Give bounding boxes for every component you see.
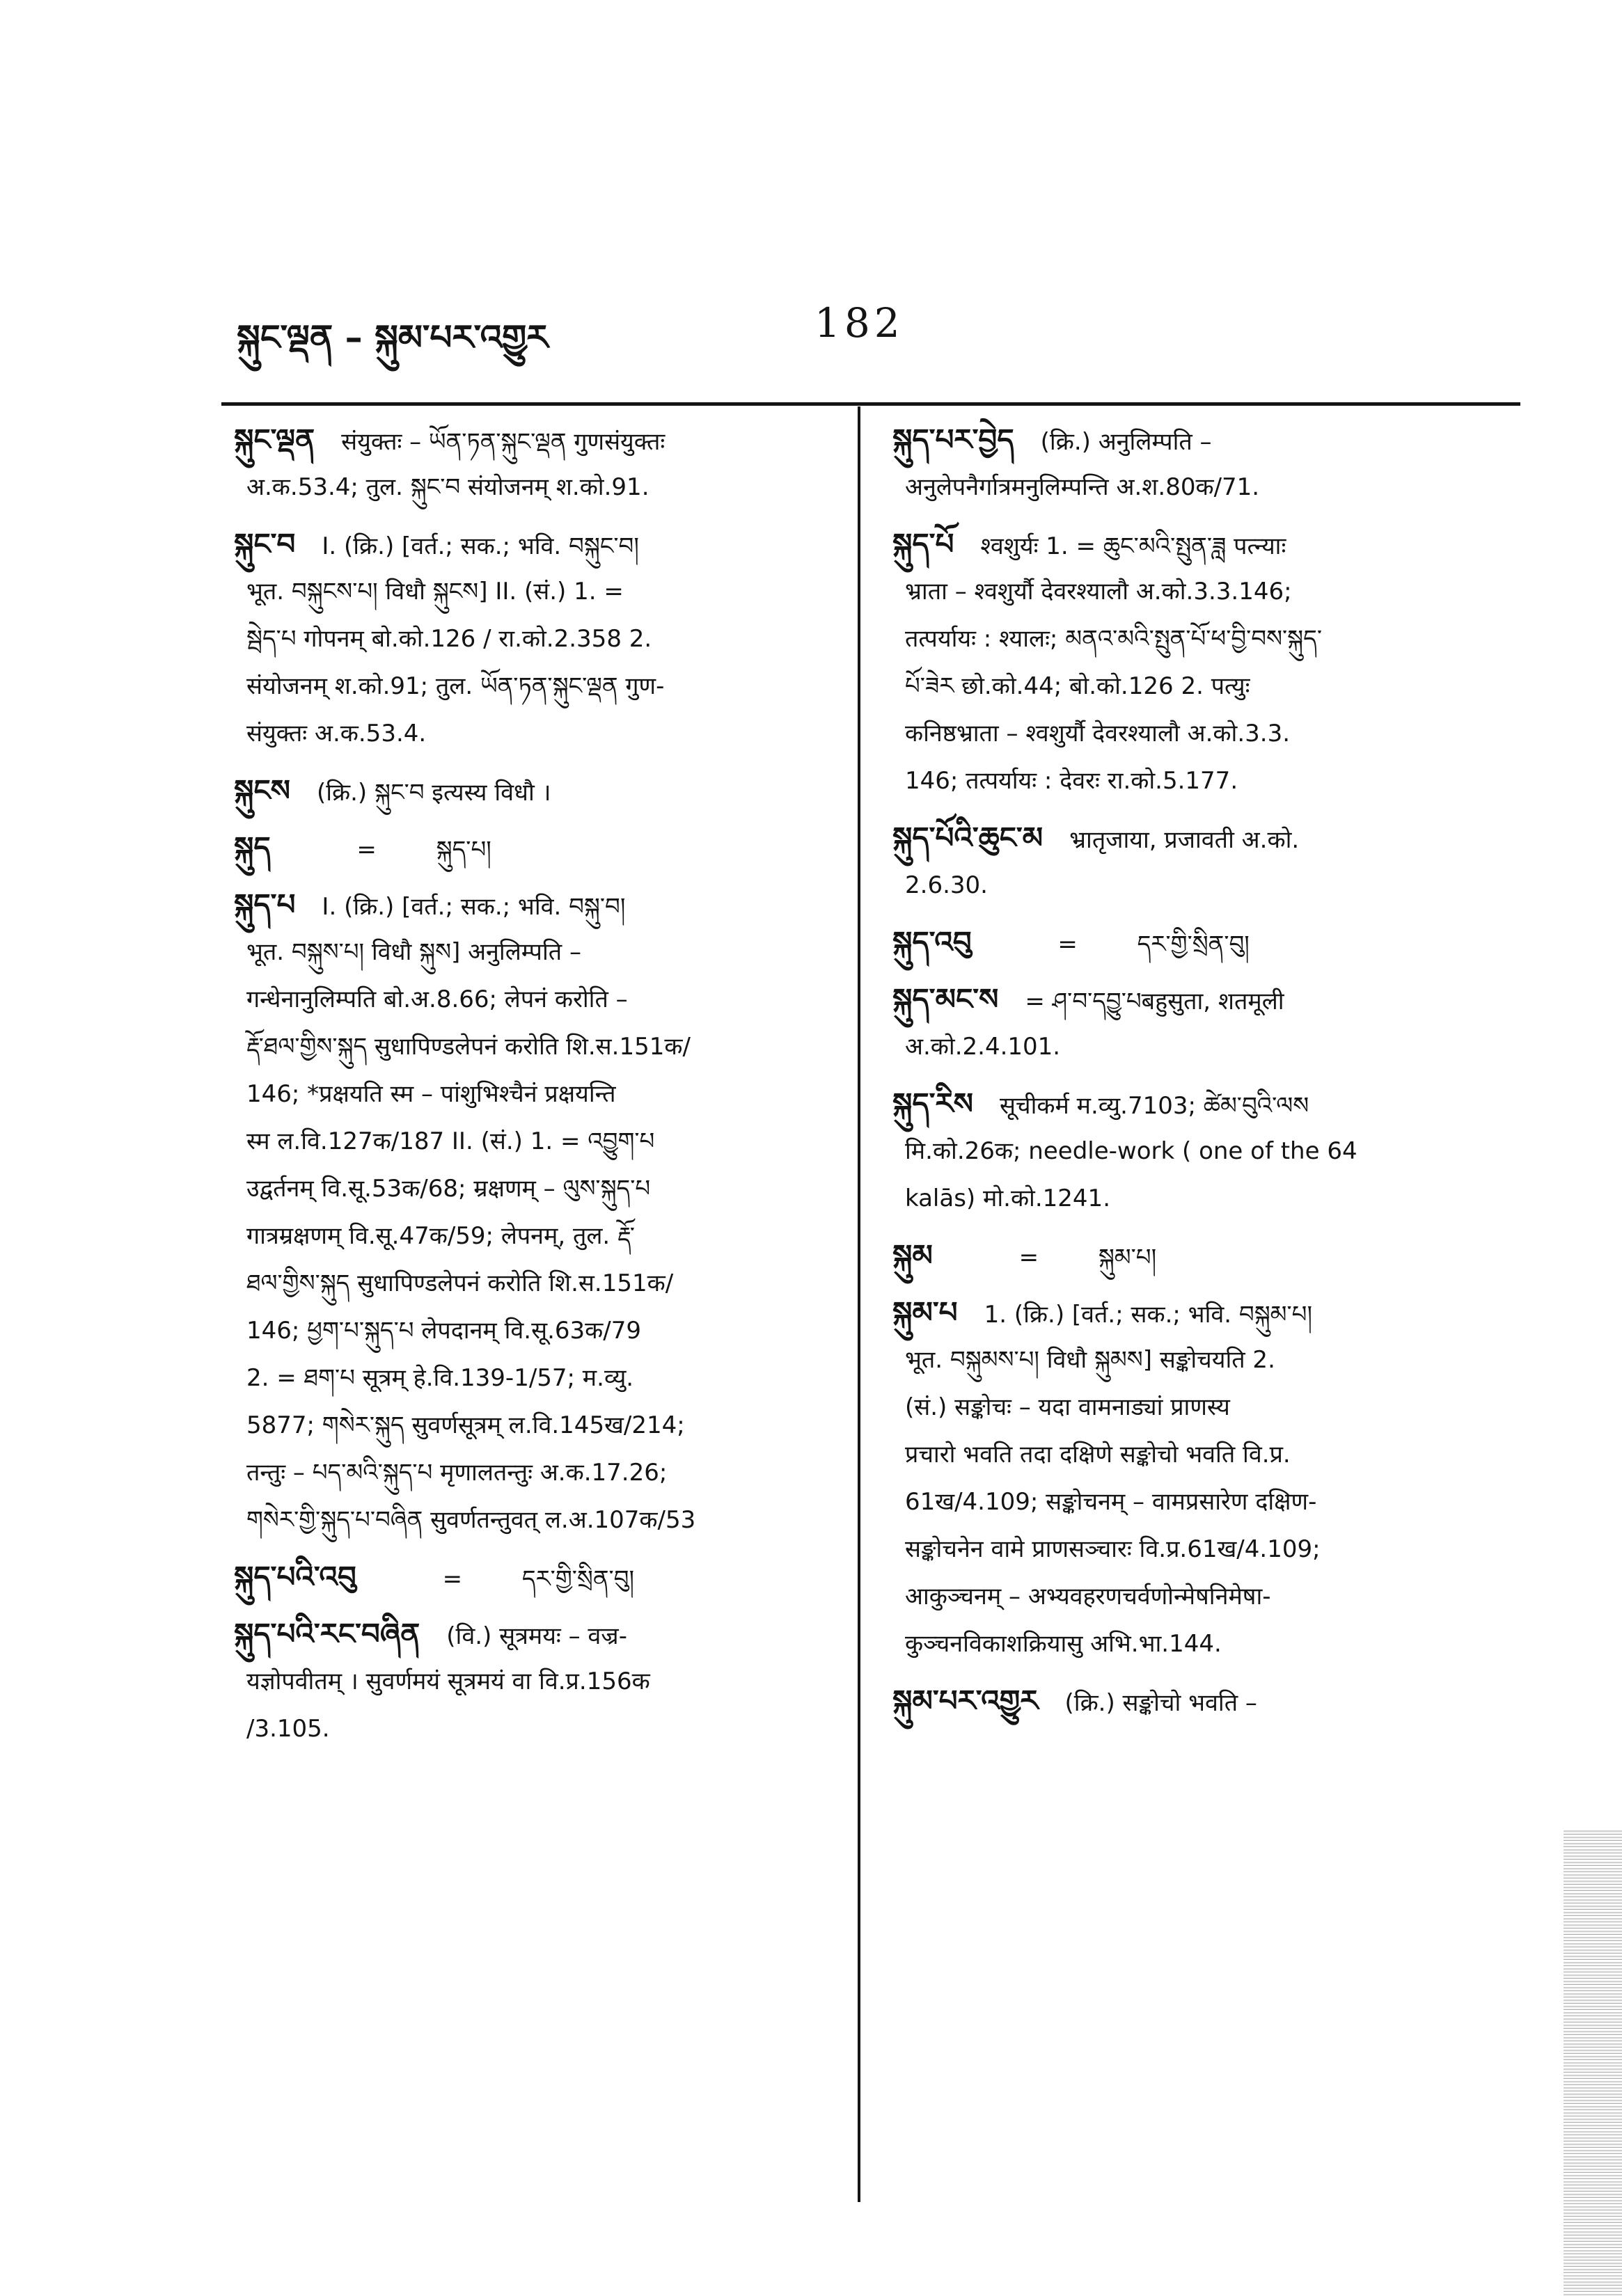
- entry-text: པོ་ཟེར छो.को.44; बो.को.126 2. पत्युः: [905, 672, 1250, 700]
- entry-text: मि.को.26क; needle-work ( one of the 64: [905, 1137, 1357, 1165]
- entry-text: (क्रि.) सङ्कोचो भवति –: [1064, 1689, 1257, 1717]
- dictionary-entry: [892, 1289, 1505, 1668]
- headword: སྐུད་རིས: [892, 1086, 974, 1121]
- entry-line: [234, 1402, 841, 1449]
- headword: སྐུམ: [892, 1238, 933, 1272]
- entry-line: [892, 464, 1505, 511]
- entry-text: तन्तुः – པད་མའི་སྐུད་པ मृणालतन्तुः अ.क.17.26;: [246, 1459, 668, 1487]
- entry-line: [892, 1127, 1505, 1175]
- entry-line: [892, 1384, 1505, 1431]
- headword: སྐུད་པའི་རང་བཞིན: [234, 1617, 420, 1651]
- entry-first-line: [892, 1232, 1505, 1279]
- entry-line: [234, 1354, 841, 1402]
- dictionary-entry: [892, 416, 1505, 511]
- dictionary-entry: [892, 919, 1505, 966]
- entry-line: [234, 976, 841, 1023]
- entry-text: श्वशुर्यः 1. = ཆུང་མའི་སྤུན་ཟླ पत्न्याः: [980, 532, 1286, 560]
- entry-first-line: [892, 416, 1505, 464]
- entry-line: [892, 1431, 1505, 1478]
- entry-line: [234, 1307, 841, 1354]
- entry-text: भ्रातृजाया, प्रजावती अ.को.: [1069, 826, 1300, 854]
- entry-text: अनुलेपनैर्गात्रमनुलिम्पन्ति अ.श.80क/71.: [905, 473, 1260, 501]
- entry-text: बहुसुता, शतमूली: [1141, 988, 1284, 1015]
- headword: སྐུད་པ: [234, 887, 296, 921]
- scan-edge-artifact: [1564, 1830, 1622, 2296]
- entry-first-line: [892, 976, 1505, 1023]
- entry-line: [234, 568, 841, 615]
- entry-text: 146; तत्पर्यायः : देवरः रा.को.5.177.: [905, 767, 1238, 795]
- entry-line: [892, 710, 1505, 757]
- headword: སྐུད་པོའི་ཆུང་མ: [892, 821, 1044, 855]
- entry-first-line: [892, 1289, 1505, 1336]
- entry-text: སྦེད་པ गोपनम् बो.को.126 / रा.को.2.358 2.: [246, 625, 652, 653]
- dictionary-entry: [234, 1610, 841, 1752]
- entry-text: =: [1018, 1244, 1039, 1272]
- dictionary-entry: [234, 881, 841, 1544]
- headword: སྐུད་པའི་འབུ: [234, 1560, 356, 1594]
- entry-first-line: [234, 767, 841, 814]
- entry-text: यज्ञोपवीतम् । सुवर्णमयं सूत्रमयं वा वि.प्र.156क: [246, 1668, 650, 1695]
- entry-text: དར་གྱི་སྲིན་བུ།: [1137, 931, 1250, 958]
- dictionary-entry: [234, 416, 841, 511]
- entry-text: संयुक्तः अ.क.53.4.: [246, 720, 427, 747]
- entry-first-line: [892, 1080, 1505, 1127]
- entry-text: 146; ཕྱག་པ་སྐུད་པ लेपदानम् वि.सू.63क/79: [246, 1317, 641, 1345]
- entry-text: སྐུམ་པ།: [1098, 1244, 1157, 1272]
- dictionary-entry: [892, 1080, 1505, 1222]
- entry-line: [234, 710, 841, 757]
- entry-text: 146; *प्रक्षयति स्म – पांशुभिश्चैनं प्रक्षयन्ति: [246, 1080, 616, 1108]
- entry-text: དར་གྱི་སྲིན་བུ།: [521, 1565, 635, 1593]
- entry-line: [892, 1336, 1505, 1384]
- entry-text: गात्रम्रक्षणम् वि.सू.47क/59; लेपनम्, तुल. རྡོ་: [246, 1222, 635, 1250]
- entry-first-line: [234, 881, 841, 928]
- entry-text: कनिष्ठभ्राता – श्वशुर्यौ देवरश्यालौ अ.को.3.3.: [905, 720, 1291, 747]
- entry-text: = ཤ་བ་དབྱུ་པ: [1025, 988, 1142, 1015]
- dictionary-entry: [234, 1553, 841, 1601]
- headword: སྐུང་ལྡན: [234, 422, 315, 457]
- entry-text: རྡོ་ཐལ་གྱིས་སྐུད सुधापिण्डलेपनं करोति शि.स.151क/: [246, 1033, 691, 1061]
- entry-text: स्म ल.वि.127क/187 II. (सं.) 1. = འབྱུག་པ: [246, 1127, 655, 1155]
- running-header: སྐུང་ལྡན – སྐུམ་པར་འགྱུར: [237, 317, 549, 358]
- dictionary-entry: [234, 767, 841, 814]
- entry-text: 61ख/4.109; सङ्कोचनम् – वामप्रसारेण दक्षिण-: [905, 1488, 1317, 1516]
- entry-line: [234, 1023, 841, 1070]
- entry-text: (क्रि.) अनुलिम्पति –: [1040, 428, 1212, 456]
- entry-line: [892, 1175, 1505, 1222]
- entry-first-line: [234, 521, 841, 568]
- entry-line: [892, 862, 1505, 909]
- entry-text: तत्पर्यायः : श्यालः; མནའ་མའི་སྤུན་པོ་ཕ་བྱི་བས་སྐུད་: [905, 625, 1322, 653]
- entry-line: [892, 568, 1505, 615]
- entry-line: [234, 1165, 841, 1212]
- entry-line: [892, 757, 1505, 805]
- entry-text: སྐུད་པ།: [436, 836, 491, 864]
- entry-text: सङ्कोचनेन वामे प्राणसञ्चारः वि.प्र.61ख/4.109;: [905, 1535, 1321, 1563]
- entry-text: 1. (क्रि.) [वर्त.; सक.; भवि. བསྐུམ་པ།: [984, 1301, 1312, 1329]
- entry-line: [234, 928, 841, 976]
- entry-text: =: [442, 1565, 463, 1593]
- entry-text: ཐལ་གྱིས་སྐུད सुधापिण्डलेपनं करोति शि.स.151क/: [246, 1269, 674, 1297]
- entry-first-line: [892, 521, 1505, 568]
- entry-text: =: [1057, 931, 1078, 958]
- entry-line: [892, 1526, 1505, 1573]
- entry-line: [892, 663, 1505, 710]
- entry-text: सूचीकर्म म.व्यु.7103; ཚེམ་བུའི་ལས: [1000, 1092, 1309, 1120]
- entry-text: (क्रि.) སྐུང་བ इत्यस्य विधौ ।: [316, 779, 551, 807]
- entry-line: [234, 1705, 841, 1752]
- entry-text: 2. = ཐག་པ सूत्रम् हे.वि.139-1/57; म.व्यु.: [246, 1364, 634, 1392]
- dictionary-entry: [892, 521, 1505, 805]
- headword: སྐུད་མང་ས: [892, 982, 999, 1016]
- entry-text: भूत. བསྐུངས་པ། विधौ སྐུངས] II. (सं.) 1. =: [246, 578, 624, 605]
- right-column: [892, 416, 1505, 1734]
- entry-first-line: [892, 919, 1505, 966]
- headword: སྐུམ་པར་འགྱུར: [892, 1684, 1039, 1718]
- entry-line: [892, 1620, 1505, 1668]
- entry-line: [234, 1118, 841, 1165]
- entry-line: [234, 1658, 841, 1705]
- entry-text: प्रचारो भवति तदा दक्षिणे सङ्कोचो भवति वि.प्र.: [905, 1441, 1291, 1468]
- entry-line: [234, 1212, 841, 1260]
- headword: སྐུད་པོ: [892, 527, 954, 561]
- header-rule: [221, 402, 1520, 406]
- dictionary-entry: [892, 1677, 1505, 1725]
- entry-line: [234, 1070, 841, 1118]
- left-column: [234, 416, 841, 1762]
- entry-line: [892, 615, 1505, 663]
- entry-text: kalās) मो.को.1241.: [905, 1185, 1111, 1212]
- entry-text: (सं.) सङ्कोचः – यदा वामनाड्यां प्राणस्य: [905, 1393, 1230, 1421]
- headword: སྐུམ་པ: [892, 1295, 958, 1329]
- entry-text: भ्राता – श्वशुर्यौ देवरश्यालौ अ.को.3.3.146;: [905, 578, 1292, 605]
- entry-text: 2.6.30.: [905, 871, 988, 899]
- headword: སྐུད: [234, 830, 271, 864]
- entry-text: आकुञ्चनम् – अभ्यवहरणचर्वणोन्मेषनिमेषा-: [905, 1583, 1271, 1610]
- entry-text: =: [356, 836, 377, 864]
- entry-line: [234, 1449, 841, 1496]
- dictionary-entry: [892, 814, 1505, 909]
- entry-first-line: [234, 1553, 841, 1601]
- entry-text: 5877; གསེར་སྐུད सुवर्णसूत्रम् ल.वि.145ख/214;: [246, 1411, 685, 1439]
- entry-text: I. (क्रि.) [वर्त.; सक.; भवि. བསྐུ་བ།: [322, 893, 626, 921]
- page-number: 182: [814, 299, 904, 347]
- entry-line: [892, 1478, 1505, 1526]
- entry-text: गन्धेनानुलिम्पति बो.अ.8.66; लेपनं करोति –: [246, 985, 628, 1013]
- entry-text: (वि.) सूत्रमयः – वज्र-: [446, 1622, 627, 1650]
- entry-first-line: [892, 1677, 1505, 1725]
- entry-line: [234, 1260, 841, 1307]
- dictionary-entry: [234, 521, 841, 757]
- entry-text: भूत. བསྐུམས་པ། विधौ སྐུམས] सङ्कोचयति 2.: [905, 1346, 1275, 1374]
- dictionary-entry: [892, 976, 1505, 1070]
- entry-first-line: [234, 1610, 841, 1658]
- entry-line: [234, 1496, 841, 1544]
- headword: སྐུངས: [234, 773, 290, 807]
- entry-first-line: [234, 416, 841, 464]
- column-divider: [858, 406, 860, 2202]
- entry-text: संयुक्तः – ཡོན་ཏན་སྐུང་ལྡན गुणसंयुक्तः: [341, 428, 666, 456]
- dictionary-entry: [892, 1232, 1505, 1279]
- entry-line: [892, 1573, 1505, 1620]
- entry-first-line: [892, 814, 1505, 862]
- dictionary-entry: [234, 824, 841, 871]
- entry-line: [892, 1023, 1505, 1070]
- entry-line: [234, 615, 841, 663]
- headword: སྐུང་བ: [234, 527, 296, 561]
- entry-line: [234, 464, 841, 511]
- entry-text: उद्वर्तनम् वि.सू.53क/68; म्रक्षणम् – ལུས་སྐུད་པ: [246, 1175, 651, 1203]
- headword: སྐུད་པར་བྱེད: [892, 422, 1014, 457]
- entry-first-line: [234, 824, 841, 871]
- headword: སྐུད་འབུ: [892, 925, 972, 959]
- entry-line: [234, 663, 841, 710]
- entry-text: अ.को.2.4.101.: [905, 1033, 1061, 1061]
- entry-text: I. (क्रि.) [वर्त.; सक.; भवि. བསྐུང་བ།: [322, 532, 639, 560]
- entry-text: अ.क.53.4; तुल. སྐུང་བ संयोजनम् श.को.91.: [246, 473, 649, 501]
- entry-text: भूत. བསྐུས་པ། विधौ སྐུས] अनुलिम्पति –: [246, 938, 581, 966]
- entry-text: संयोजनम् श.को.91; तुल. ཡོན་ཏན་སྐུང་ལྡན गुण-: [246, 672, 665, 700]
- entry-text: གསེར་གྱི་སྐུད་པ་བཞིན सुवर्णतन्तुवत् ल.अ.107क/53: [246, 1506, 696, 1534]
- entry-text: /3.105.: [246, 1715, 330, 1743]
- entry-text: कुञ्चनविकाशक्रियासु अभि.भा.144.: [905, 1630, 1222, 1658]
